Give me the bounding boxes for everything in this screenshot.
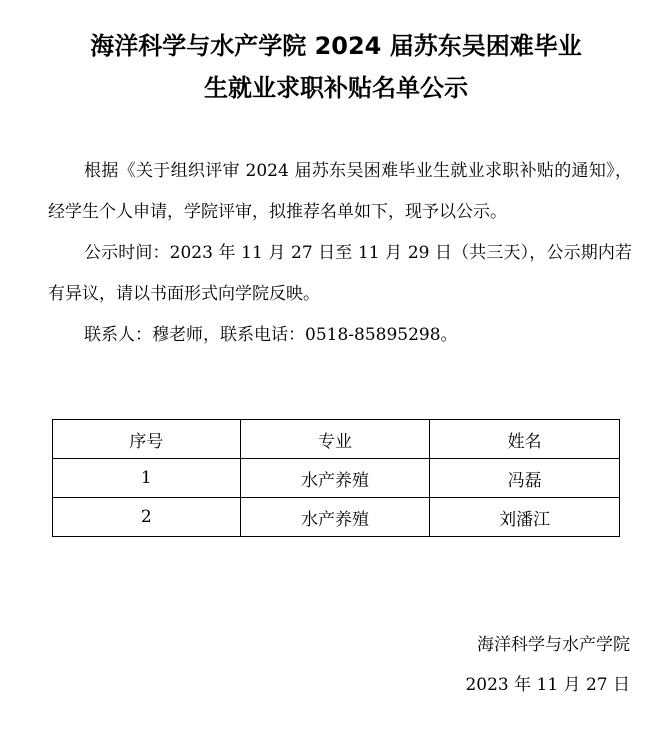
cell-student-name: 冯磊 (430, 459, 620, 498)
document-title-line-2: 生就业求职补贴名单公示 (204, 74, 468, 102)
header-major: 专业 (240, 420, 430, 459)
cell-major: 水产养殖 (240, 459, 430, 498)
intro-paragraph: 根据《关于组织评审 2024 届苏东吴困难毕业生就业求职补贴的通知》，经学生个人申请，学院评审，拟推荐名单如下，现予以公示。 (48, 161, 632, 222)
document-title-line-1: 海洋科学与水产学院 2024 届苏东吴困难毕业 (90, 32, 582, 60)
header-serial-number: 序号 (53, 420, 241, 459)
table-row (53, 459, 620, 498)
table-header-row (53, 420, 620, 459)
table-row (53, 498, 620, 537)
cell-major: 水产养殖 (240, 498, 430, 537)
cell-serial-number: 1 (53, 459, 241, 498)
cell-student-name: 刘潘江 (430, 498, 620, 537)
signature-organization: 海洋科学与水产学院 (477, 635, 630, 655)
contact-paragraph: 联系人：穆老师，联系电话：0518-85895298。 (84, 325, 458, 345)
publicity-period-paragraph: 公示时间：2023 年 11 月 27 日至 11 月 29 日（共三天），公示期内若有异议，请以书面形式向学院反映。 (48, 243, 632, 304)
cell-serial-number: 2 (53, 498, 241, 537)
header-name: 姓名 (430, 420, 620, 459)
recommendation-table (52, 419, 620, 537)
signature-date: 2023 年 11 月 27 日 (465, 675, 630, 695)
notice-body (48, 151, 632, 356)
